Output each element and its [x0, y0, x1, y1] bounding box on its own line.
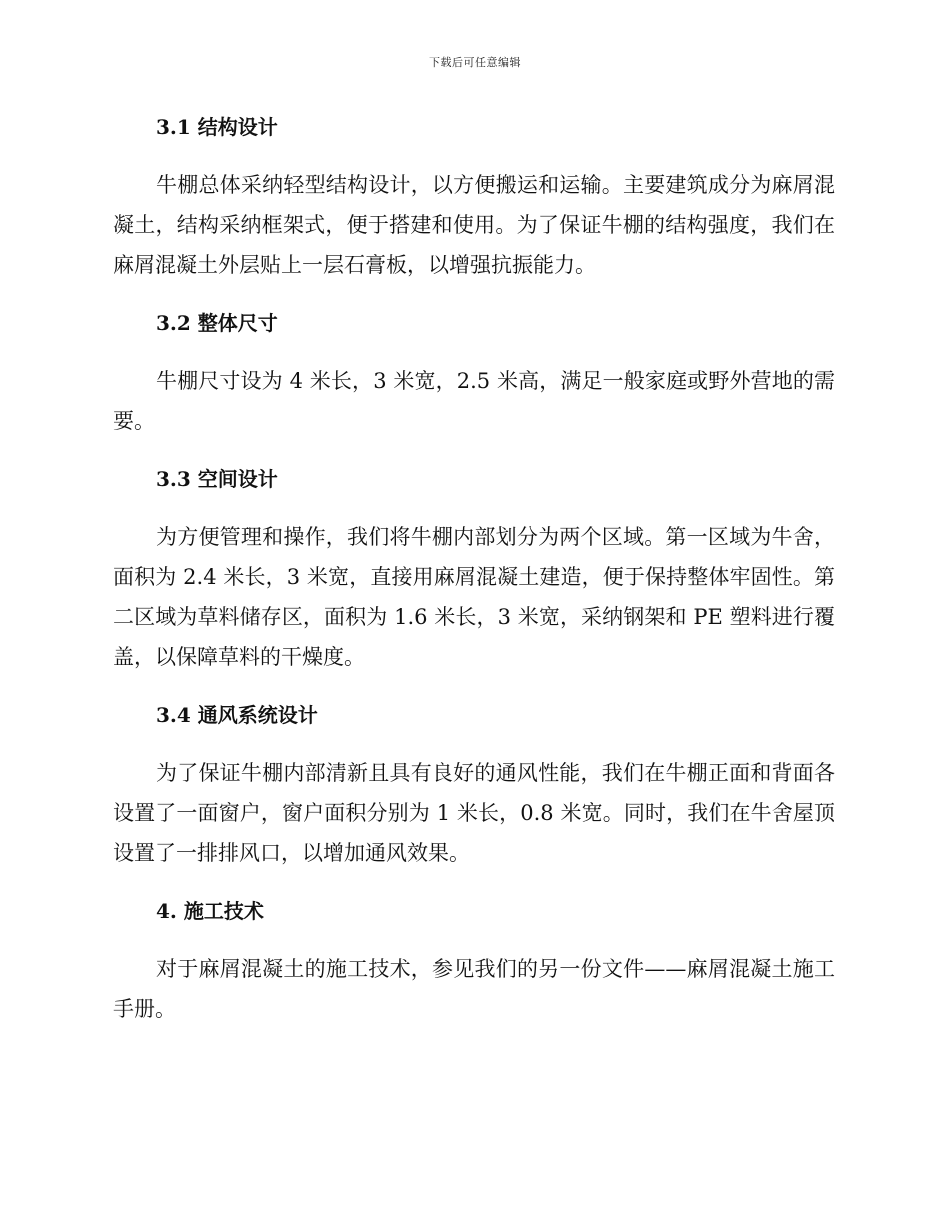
section-paragraph-3-3: 为方便管理和操作，我们将牛棚内部划分为两个区域。第一区域为牛舍，面积为 2.4 米长，3 米宽，直接用麻屑混凝土建造，便于保持整体牢固性。第二区域为草料储存区，面积为 1.6 米长，3 米宽，采纳钢架和 PE 塑料进行覆盖，以保障草料的干燥度。: [113, 525, 835, 669]
section-heading-4: 4. 施工技术: [156, 899, 264, 923]
section-heading-3-2: 3.2 整体尺寸: [156, 311, 278, 335]
section-heading-3-4: 3.4 通风系统设计: [156, 703, 318, 727]
header-note: 下载后可任意编辑: [429, 56, 521, 69]
section-heading-3-1: 3.1 结构设计: [156, 115, 278, 139]
section-paragraph-3-2: 牛棚尺寸设为 4 米长，3 米宽，2.5 米高，满足一般家庭或野外营地的需要。: [113, 369, 835, 433]
document-body: [113, 112, 835, 1029]
section-paragraph-3-1: 牛棚总体采纳轻型结构设计，以方便搬运和运输。主要建筑成分为麻屑混凝土，结构采纳框架式，便于搭建和使用。为了保证牛棚的结构强度，我们在麻屑混凝土外层贴上一层石膏板，以增强抗振能力。: [113, 173, 835, 277]
section-heading-3-3: 3.3 空间设计: [156, 467, 278, 491]
section-paragraph-3-4: 为了保证牛棚内部清新且具有良好的通风性能，我们在牛棚正面和背面各设置了一面窗户，窗户面积分别为 1 米长，0.8 米宽。同时，我们在牛舍屋顶设置了一排排风口，以增加通风效果。: [113, 761, 835, 865]
section-paragraph-4: 对于麻屑混凝土的施工技术，参见我们的另一份文件——麻屑混凝土施工手册。: [113, 957, 835, 1021]
